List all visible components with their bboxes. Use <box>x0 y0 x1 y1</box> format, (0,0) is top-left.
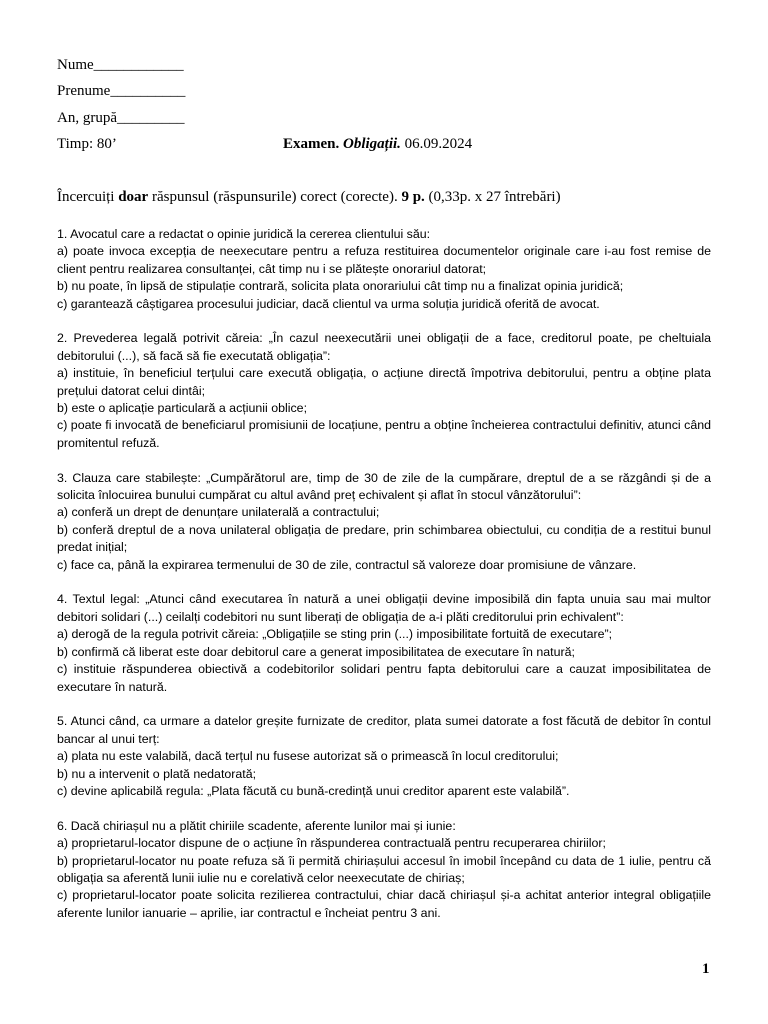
name-field-label: Nume____________ <box>57 57 184 73</box>
option-a[interactable]: a) derogă de la regula potrivit căreia: „Obligațiile se sting prin (...) imposibilitate fortuită de executare”; <box>57 627 613 642</box>
exam-word: Examen. <box>283 136 340 152</box>
instructions-prefix: Încercuiți <box>57 189 119 205</box>
option-c[interactable]: c) proprietarul-locator poate solicita rezilierea contractului, chiar dacă chiriașul și-a achitat anterior integral obligațiile aferente lunilor ianuarie – aprilie, iar contractul e încheiat pentru 3 ani. <box>57 888 711 920</box>
option-b[interactable]: b) proprietarul-locator nu poate refuza să îi permită chiriașului accesul în imobil începând cu data de 1 iulie, pentru că obligația sa aferentă lunii iulie nu e corelativă celor neexecutate de chiriaș; <box>57 853 711 885</box>
exam-title <box>283 135 472 153</box>
instructions <box>57 188 561 206</box>
question-stem: 2. Prevederea legală potrivit căreia: „În cazul neexecutării unei obligații de a face, creditorul poate, pe cheltuiala debitorului (...), să facă să fie executată obligația”: <box>57 331 711 363</box>
option-a[interactable]: a) conferă un drept de denunțare unilaterală a contractului; <box>57 505 380 520</box>
option-b[interactable]: b) nu poate, în lipsă de stipulație contrară, solicita plata onorariului cât timp nu a finalizat opinia juridică; <box>57 279 624 294</box>
question-5 <box>57 713 711 800</box>
option-b[interactable]: b) confirmă că liberat este doar debitorul care a generat imposibilitatea de executare în natură; <box>57 644 575 659</box>
exam-subject: Obligații. <box>343 136 401 152</box>
question-4 <box>57 591 711 695</box>
question-3 <box>57 470 711 574</box>
option-a[interactable]: a) poate invoca excepția de neexecutare pentru a refuza restituirea documentelor originale care i-au fost remise de client pentru realizarea consultanței, cât timp nu i se plătește onorariul datorat; <box>57 244 711 276</box>
instructions-suffix: (0,33p. x 27 întrebări) <box>424 189 561 205</box>
option-c[interactable]: c) instituie răspunderea obiectivă a codebitorilor solidari pentru fapta debitorului care a cauzat imposibilitatea de executare în natură. <box>57 662 711 694</box>
option-a[interactable]: a) proprietarul-locator dispune de o acțiune în răspunderea contractuală pentru recuperarea chiriilor; <box>57 836 606 851</box>
option-b[interactable]: b) nu a intervenit o plată nedatorată; <box>57 766 257 781</box>
year-group-field-label: An, grupă_________ <box>57 110 185 126</box>
surname-field-label: Prenume__________ <box>57 83 186 99</box>
question-stem: 5. Atunci când, ca urmare a datelor greșite furnizate de creditor, plata sumei datorate a fost făcută de debitor în contul bancar al unui terț: <box>57 714 711 746</box>
instructions-middle: răspunsul (răspunsurile) corect (corecte). <box>148 189 402 205</box>
instructions-points: 9 p. <box>401 189 425 205</box>
question-stem: 4. Textul legal: „Atunci când executarea în natură a unei obligații devine imposibilă din fapta unuia sau mai multor debitori solidari (...) ceilalți codebitori nu sunt liberați de obligația de a-i plăti creditorului prin echivalent”: <box>57 592 711 624</box>
option-c[interactable]: c) devine aplicabilă regula: „Plata făcută cu bună-credință unui creditor aparent este valabilă”. <box>57 783 570 798</box>
option-a[interactable]: a) instituie, în beneficiul terțului care execută obligația, o acțiune directă împotriva debitorului, pentru a obține plata prețului datorat celui dintâi; <box>57 366 711 398</box>
question-2 <box>57 330 711 452</box>
exam-date: 06.09.2024 <box>404 136 473 152</box>
option-c[interactable]: c) poate fi invocată de beneficiarul promisiunii de locațiune, pentru a obține încheierea contractului definitiv, atunci când promitentul refuză. <box>57 418 711 450</box>
question-6 <box>57 818 711 922</box>
page-number: 1 <box>702 961 710 977</box>
question-stem: 1. Avocatul care a redactat o opinie juridică la cererea clientului său: <box>57 227 431 241</box>
question-stem: 3. Clauza care stabilește: „Cumpărătorul are, timp de 30 de zile de la cumpărare, dreptul de a se răzgândi și de a solicita înlocuirea bunului cumpărat cu altul având preț echivalent și aflat în stocul vânzătorului”: <box>57 470 711 503</box>
question-stem: 6. Dacă chiriașul nu a plătit chiriile scadente, aferente lunilor mai și iunie: <box>57 818 456 833</box>
instructions-bold-word: doar <box>118 189 149 205</box>
option-c[interactable]: c) garantează câștigarea procesului judiciar, dacă clientul va urma soluția juridică oferită de avocat. <box>57 296 600 311</box>
question-list <box>57 226 711 940</box>
option-c[interactable]: c) face ca, până la expirarea termenului de 30 de zile, contractul să valoreze doar promisiune de vânzare. <box>57 557 637 572</box>
question-1 <box>57 226 711 313</box>
time-label: Timp: 80’ <box>57 136 117 152</box>
option-b[interactable]: b) conferă dreptul de a nova unilateral obligația de predare, prin schimbarea obiectului, cu condiția de a restitui bunul predat inițial; <box>57 522 711 555</box>
option-a[interactable]: a) plata nu este valabilă, dacă terțul nu fusese autorizat să o primească în locul creditorului; <box>57 749 559 764</box>
option-b[interactable]: b) este o aplicație particulară a acțiunii oblice; <box>57 401 308 416</box>
